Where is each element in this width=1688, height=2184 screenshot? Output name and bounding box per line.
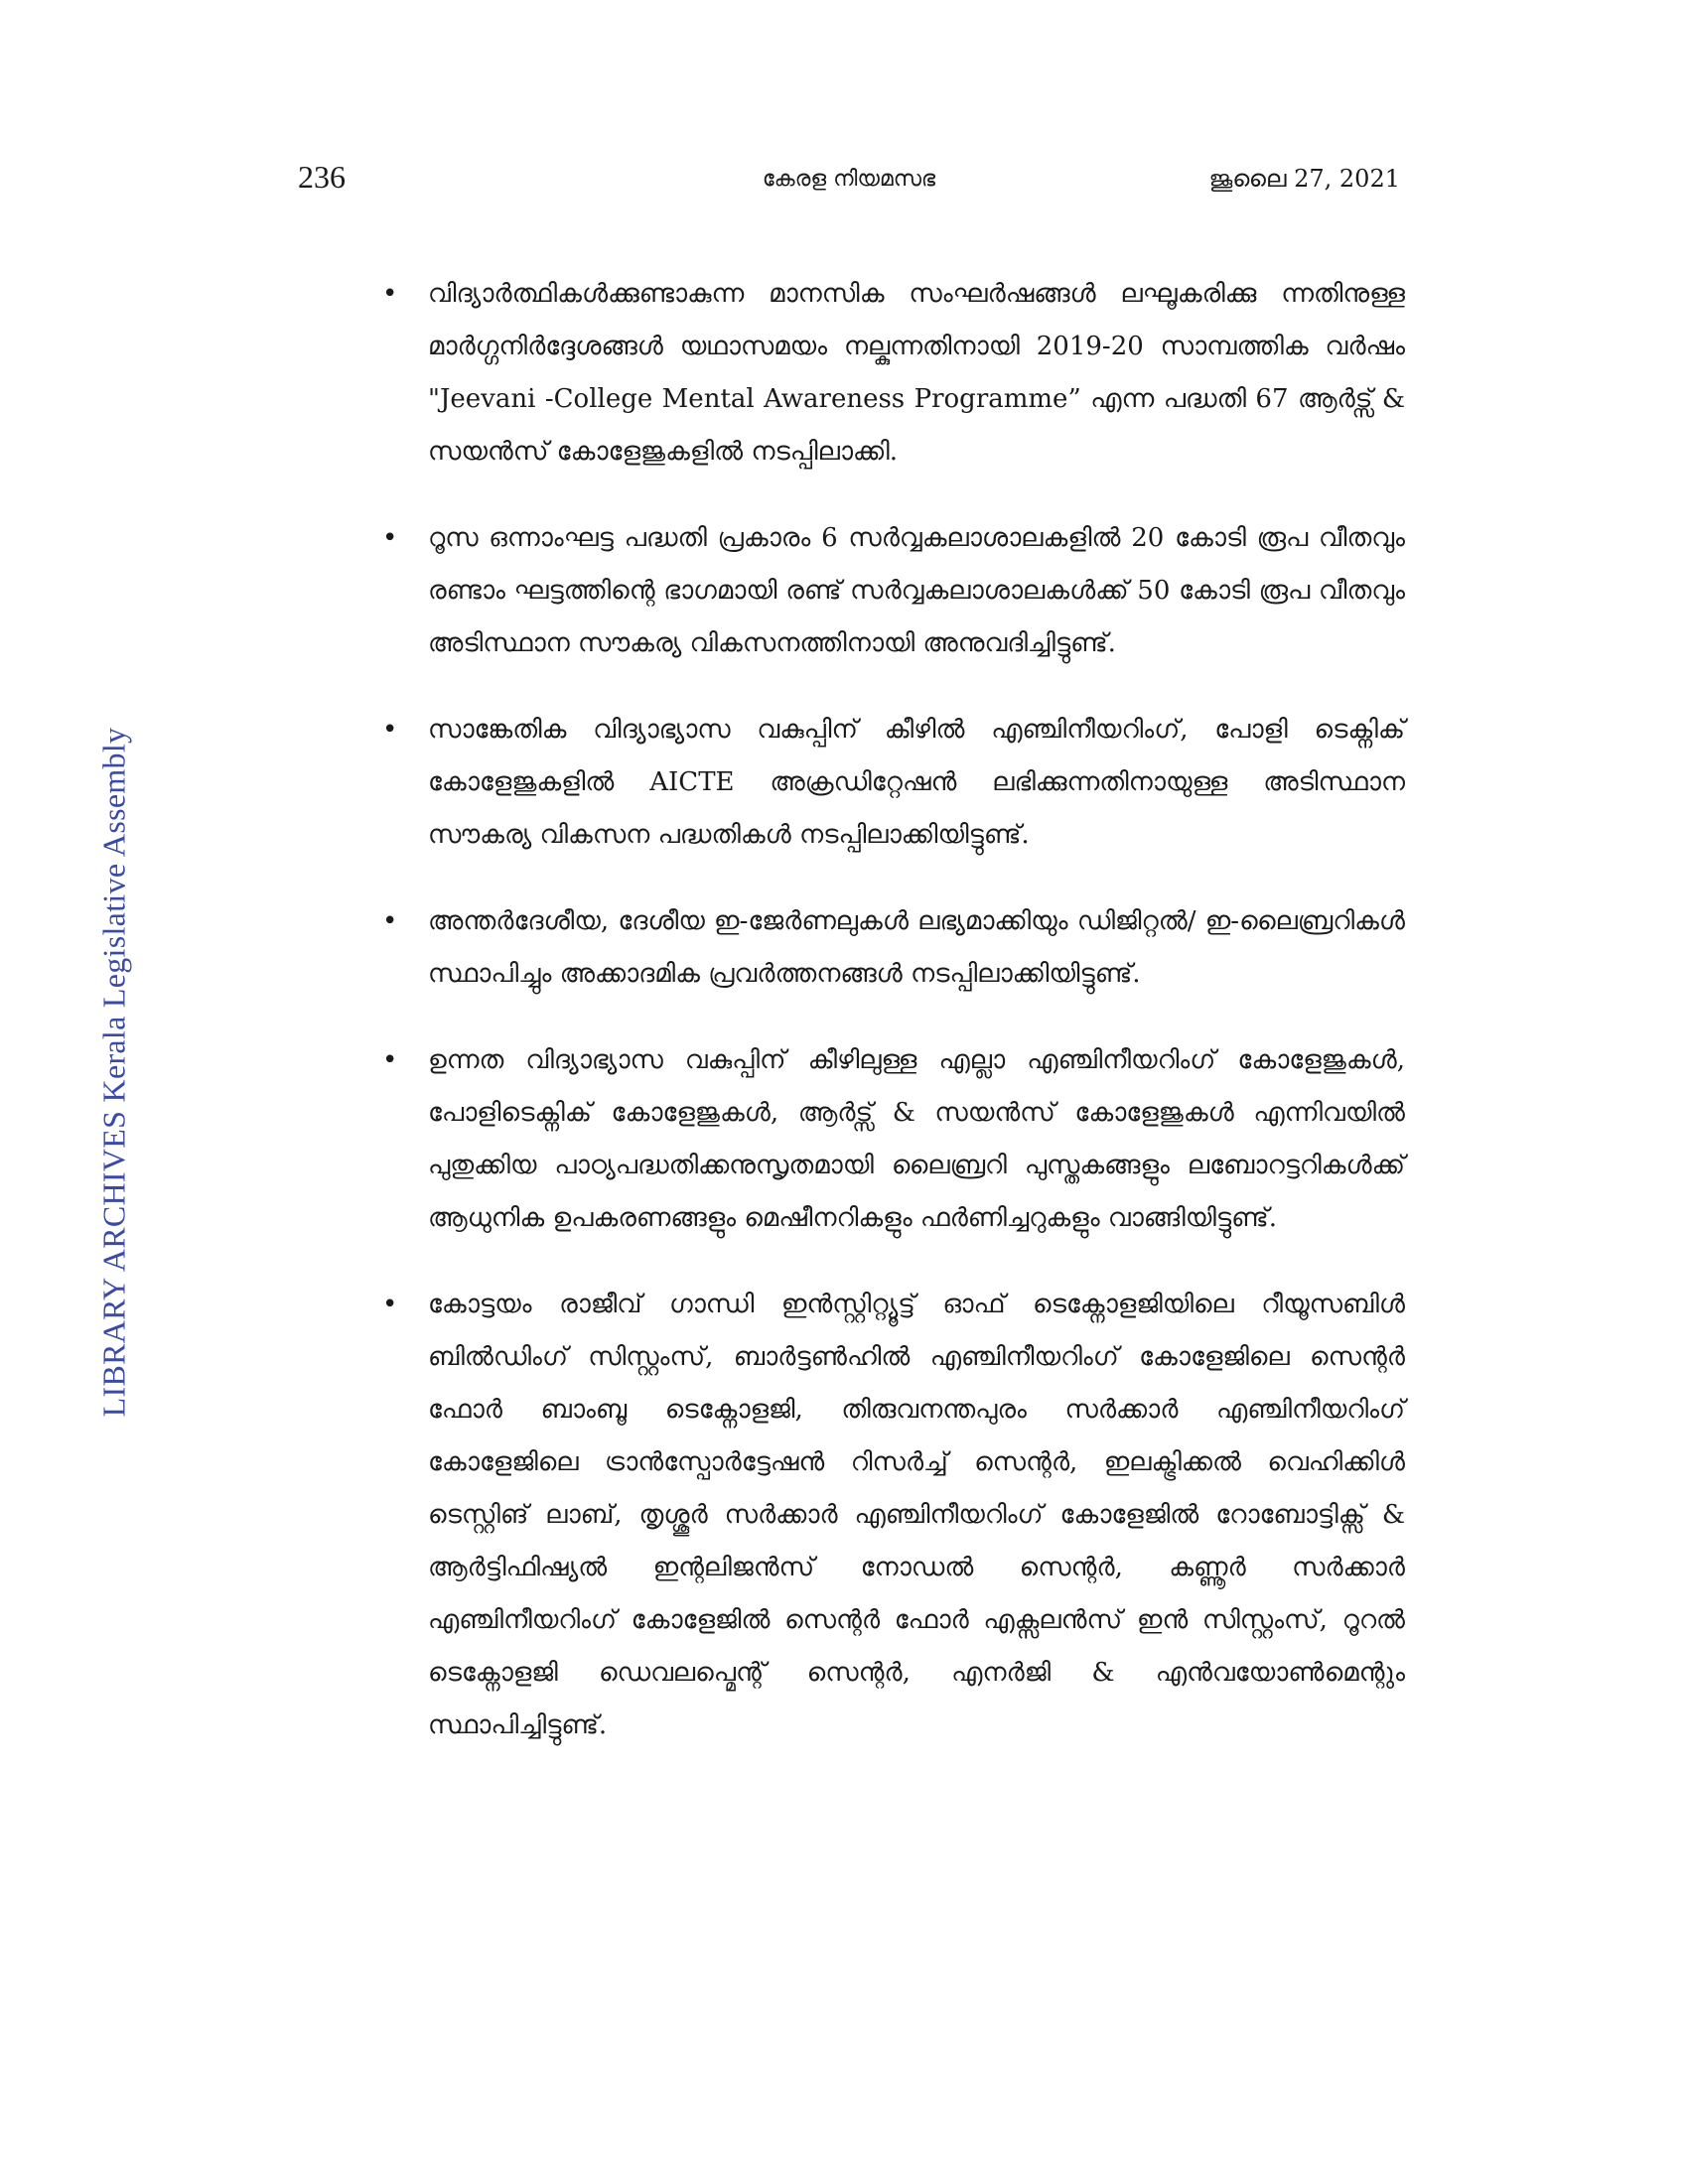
list-item-text: അന്തർദേശീയ, ദേശീയ ഇ-ജേർണലുകൾ ലഭ്യമാക്കിയും ഡിജിറ്റൽ/ ഇ-ലൈബ്രറികൾ സ്ഥാപിച്ചും അക്കാദമിക പ്രവർത്തനങ്ങൾ നടപ്പിലാക്കിയിട്ടുണ്ട്. [428, 906, 1405, 989]
list-item-text: കോട്ടയം രാജീവ് ഗാന്ധി ഇൻസ്റ്റിറ്റ്യൂട്ട് ഓഫ് ടെക്നോളജിയിലെ റീയൂസബിൾ ബിൽഡിംഗ് സിസ്റ്റംസ്, ബാർട്ടൺഹിൽ എഞ്ചിനീയറിംഗ് കോളേജിലെ സെന്റർ ഫോർ ബാംബൂ ടെക്നോളജി, തിരുവനന്തപുരം സർക്കാർ എഞ്ചിനീയറിംഗ് കോളേജിലെ ട്രാൻസ്പോർട്ടേഷൻ റിസർച്ച് സെന്റർ, ഇലക്ട്രിക്കൽ വെഹിക്കിൾ ടെസ്റ്റിങ് ലാബ്, തൃശ്ശൂർ സർക്കാർ എഞ്ചിനീയറിംഗ് കോളേജിൽ റോബോട്ടിക്സ് & ആർട്ടിഫിഷ്യൽ ഇന്റലിജൻസ് നോഡൽ സെന്റർ, കണ്ണൂർ സർക്കാർ എഞ്ചിനീയറിംഗ് കോളേജിൽ സെന്റർ ഫോർ എക്സലൻസ് ഇൻ സിസ്റ്റംസ്, റൂറൽ ടെക്നോളജി ഡെവലപ്മെന്റ് സെന്റർ, എനർജി & എൻവയോൺമെന്റും സ്ഥാപിച്ചിട്ടുണ്ട്. [428, 1290, 1405, 1740]
bullet-icon: • [382, 1290, 398, 1319]
bullet-icon: • [382, 1045, 398, 1075]
list-item-text: ഉന്നത വിദ്യാഭ്യാസ വകുപ്പിന് കീഴിലുള്ള എല്ലാ എഞ്ചിനീയറിംഗ് കോളേജുകൾ, പോളിടെക്നിക് കോളേജുകൾ, ആർട്സ് & സയൻസ് കോളേജുകൾ എന്നിവയിൽ പുതുക്കിയ പാഠ്യപദ്ധതിക്കനുസൃതമായി ലൈബ്രറി പുസ്തകങ്ങളും ലബോറട്ടറികൾക്ക് ആധുനിക ഉപകരണങ്ങളും മെഷീനറികളും ഫർണിച്ചറുകളും വാങ്ങിയിട്ടുണ്ട്. [428, 1045, 1405, 1233]
bullet-list [382, 268, 1405, 1786]
list-item-text: വിദ്യാർത്ഥികൾക്കുണ്ടാകുന്ന മാനസിക സംഘർഷങ്ങൾ ലഘൂകരിക്കു ന്നതിനുള്ള മാർഗ്ഗനിർദ്ദേശങ്ങൾ യഥാസമയം നല്കുന്നതിനായി 2019-20 സാമ്പത്തിക വർഷം "Jeevani -College Mental Awareness Programme” എന്ന പദ്ധതി 67 ആർട്സ് & സയൻസ് കോളേജുകളിൽ നടപ്പിലാക്കി. [428, 279, 1405, 467]
list-item [382, 704, 1405, 862]
list-item [382, 1034, 1405, 1245]
list-item [382, 1279, 1405, 1752]
list-item-text: റൂസ ഒന്നാംഘട്ട പദ്ധതി പ്രകാരം 6 സർവ്വകലാശാലകളിൽ 20 കോടി രൂപ വീതവും രണ്ടാം ഘട്ടത്തിന്റെ ഭാഗമായി രണ്ട് സർവ്വകലാശാലകൾക്ക് 50 കോടി രൂപ വീതവും അടിസ്ഥാന സൗകര്യ വികസനത്തിനായി അനുവദിച്ചിട്ടുണ്ട്. [428, 523, 1405, 658]
running-title: കേരള നിയമസഭ [762, 167, 936, 192]
bullet-icon: • [382, 906, 398, 936]
page-header [298, 159, 1400, 208]
page-number: 236 [298, 159, 346, 195]
archive-side-stamp: LIBRARY ARCHIVES Kerala Legislative Assembly [95, 727, 132, 1418]
header-date: ജൂലൈ 27, 2021 [1208, 165, 1400, 193]
list-item [382, 895, 1405, 1001]
list-item-text: സാങ്കേതിക വിദ്യാഭ്യാസ വകുപ്പിന് കീഴിൽ എഞ്ചിനീയറിംഗ്, പോളി ടെക്നിക് കോളേജുകളിൽ AICTE അക്രഡിറ്റേഷൻ ലഭിക്കുന്നതിനായുള്ള അടിസ്ഥാന സൗകര്യ വികസന പദ്ധതികൾ നടപ്പിലാക്കിയിട്ടുണ്ട്. [428, 715, 1405, 850]
list-item [382, 268, 1405, 478]
list-item [382, 512, 1405, 670]
bullet-icon: • [382, 279, 398, 309]
bullet-icon: • [382, 715, 398, 745]
bullet-icon: • [382, 523, 398, 553]
